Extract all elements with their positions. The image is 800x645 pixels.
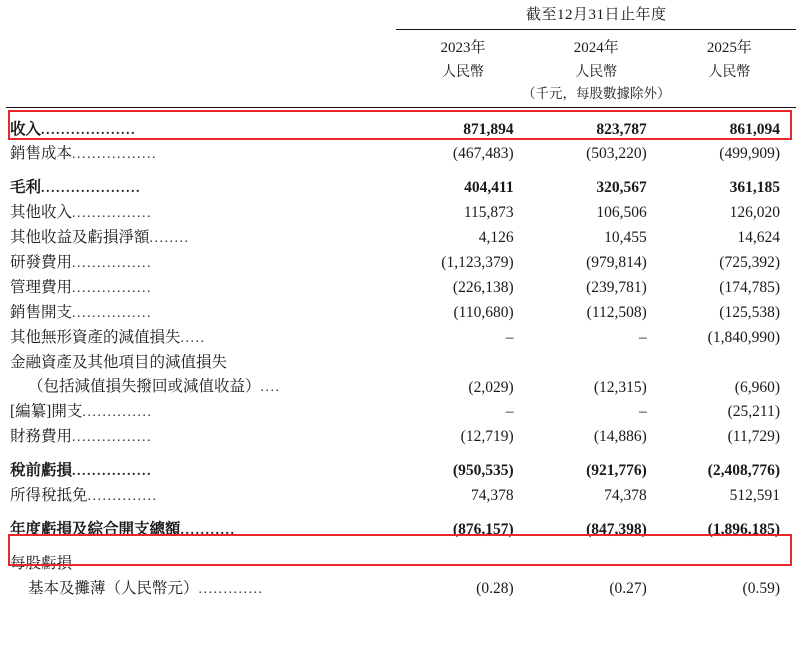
row-leader-dots: .............. xyxy=(87,489,158,505)
row-value-2025: (125,538) xyxy=(719,303,780,321)
table-row xyxy=(6,251,796,276)
table-row xyxy=(6,176,796,201)
row-value-2025: 361,185 xyxy=(729,179,780,197)
row-value-2023: (1,123,379) xyxy=(441,254,514,272)
row-label: [編纂]開支 xyxy=(10,403,83,421)
row-value-2023: 74,378 xyxy=(471,487,514,505)
column-currency-2024: 人民幣 xyxy=(575,65,618,80)
row-value-2023: (110,680) xyxy=(453,303,514,321)
row-value-2025: 126,020 xyxy=(729,204,780,222)
table-row xyxy=(6,226,796,251)
row-value-2023: (876,157) xyxy=(452,521,514,539)
row-value-2025: (1,896,185) xyxy=(707,521,780,539)
row-value-2023: (2,029) xyxy=(468,378,514,396)
row-value-2025: 861,094 xyxy=(729,120,780,138)
row-value-2024: (12,315) xyxy=(593,378,647,396)
row-value-2025: (0.59) xyxy=(742,579,780,597)
row-value-2025: (6,960) xyxy=(734,378,780,396)
row-value-2024: (503,220) xyxy=(586,145,647,163)
row-leader-dots: ................ xyxy=(72,464,153,480)
row-value-2024: 74,378 xyxy=(604,487,647,505)
table-body xyxy=(6,108,796,602)
table-row xyxy=(6,142,796,167)
row-value-2024: (239,781) xyxy=(586,279,647,297)
income-statement-table xyxy=(6,0,796,601)
row-leader-dots: ................ xyxy=(72,256,153,272)
table-row xyxy=(6,117,796,142)
row-value-2025: (2,408,776) xyxy=(707,462,780,480)
table-row xyxy=(6,300,796,325)
row-value-2024: 106,506 xyxy=(596,204,647,222)
row-leader-dots: ................ xyxy=(72,206,153,222)
row-leader-dots: ............. xyxy=(198,581,264,597)
period-title: 截至12月31日止年度 xyxy=(396,0,796,30)
row-value-2024: (979,814) xyxy=(586,254,647,272)
row-leader-dots: ........ xyxy=(149,231,190,247)
row-value-2025 xyxy=(663,350,796,375)
row-value-2024: 823,787 xyxy=(596,120,647,138)
row-leader-dots: ................... xyxy=(41,122,137,138)
row-label: 其他收益及虧損淨額 xyxy=(10,229,150,247)
table-row xyxy=(6,325,796,350)
row-value-2023: (467,483) xyxy=(452,145,514,163)
table-row xyxy=(6,375,796,400)
row-label: 管理費用 xyxy=(10,278,73,296)
column-year-2023: 2023年 xyxy=(440,40,486,56)
row-value-2024: (14,886) xyxy=(593,428,647,446)
row-value-2025: 512,591 xyxy=(729,487,780,505)
table-row xyxy=(6,425,796,450)
row-label: 基本及攤薄（人民幣元） xyxy=(28,579,199,597)
row-label: 金融資產及其他項目的減值損失 xyxy=(10,353,228,371)
table-row xyxy=(6,400,796,425)
row-value-2024: 10,455 xyxy=(604,229,647,247)
column-year-2024: 2024年 xyxy=(573,40,619,56)
row-value-2024: (847,398) xyxy=(586,521,647,539)
column-currency-2025: 人民幣 xyxy=(708,65,751,80)
row-value-2023: 4,126 xyxy=(478,229,514,247)
column-year-2025: 2025年 xyxy=(706,40,752,56)
row-label: （包括減值損失撥回或減值收益） xyxy=(28,378,261,396)
row-label: 所得稅抵免 xyxy=(10,487,88,505)
row-leader-dots: ................ xyxy=(72,430,153,446)
row-label: 銷售開支 xyxy=(10,303,73,321)
row-value-2025: (499,909) xyxy=(719,145,780,163)
row-label: 收入 xyxy=(10,120,42,138)
row-value-2025: (1,840,990) xyxy=(707,328,780,346)
column-currency-2023: 人民幣 xyxy=(442,65,485,80)
table-row-total xyxy=(6,518,796,543)
eps-section-label: 每股虧損 xyxy=(10,554,73,572)
row-value-2023: 404,411 xyxy=(464,179,514,197)
table-row xyxy=(6,201,796,226)
row-label: 稅前虧損 xyxy=(10,462,73,480)
row-leader-dots: ................. xyxy=(72,147,158,163)
row-value-2023: 115,873 xyxy=(463,204,514,222)
row-value-2025: 14,624 xyxy=(737,229,780,247)
row-value-2025: (174,785) xyxy=(719,279,780,297)
row-value-2025: (725,392) xyxy=(719,254,780,272)
table-header xyxy=(6,0,796,108)
row-value-2024: 320,567 xyxy=(596,179,647,197)
row-leader-dots: .................... xyxy=(41,181,142,197)
row-value-2023: (950,535) xyxy=(452,462,514,480)
row-leader-dots: ..... xyxy=(180,330,206,346)
eps-section-header xyxy=(6,551,796,576)
row-leader-dots: ................ xyxy=(72,305,153,321)
row-label: 其他無形資產的減值損失 xyxy=(10,328,181,346)
row-label: 年度虧損及綜合開支總額 xyxy=(10,521,181,539)
row-label: 銷售成本 xyxy=(10,145,73,163)
row-value-2023: (12,719) xyxy=(460,428,514,446)
row-label: 毛利 xyxy=(10,179,42,197)
row-value-2024 xyxy=(530,350,663,375)
row-leader-dots: .............. xyxy=(82,405,153,421)
row-value-2023 xyxy=(396,350,529,375)
row-leader-dots: ........... xyxy=(180,523,236,539)
row-value-2023: – xyxy=(505,403,514,421)
row-value-2024: (0.27) xyxy=(609,579,647,597)
row-value-2023: 871,894 xyxy=(463,120,514,138)
table-row xyxy=(6,350,796,375)
row-value-2024: (921,776) xyxy=(586,462,647,480)
row-value-2025: (25,211) xyxy=(727,403,780,421)
row-value-2024: – xyxy=(639,403,647,421)
row-value-2023: (226,138) xyxy=(452,279,514,297)
row-value-2025: (11,729) xyxy=(727,428,780,446)
row-leader-dots: .... xyxy=(260,380,281,396)
column-units-note: （千元，每股數據除外） xyxy=(521,86,671,101)
row-leader-dots: ................ xyxy=(72,280,153,296)
row-label: 研發費用 xyxy=(10,254,73,272)
table-row xyxy=(6,576,796,601)
table-row xyxy=(6,459,796,484)
row-value-2023: – xyxy=(505,328,514,346)
row-label: 財務費用 xyxy=(10,428,73,446)
table-row xyxy=(6,275,796,300)
table-row xyxy=(6,484,796,509)
row-label: 其他收入 xyxy=(10,204,73,222)
row-value-2024: – xyxy=(639,328,647,346)
row-value-2023: (0.28) xyxy=(476,579,514,597)
row-value-2024: (112,508) xyxy=(586,303,647,321)
